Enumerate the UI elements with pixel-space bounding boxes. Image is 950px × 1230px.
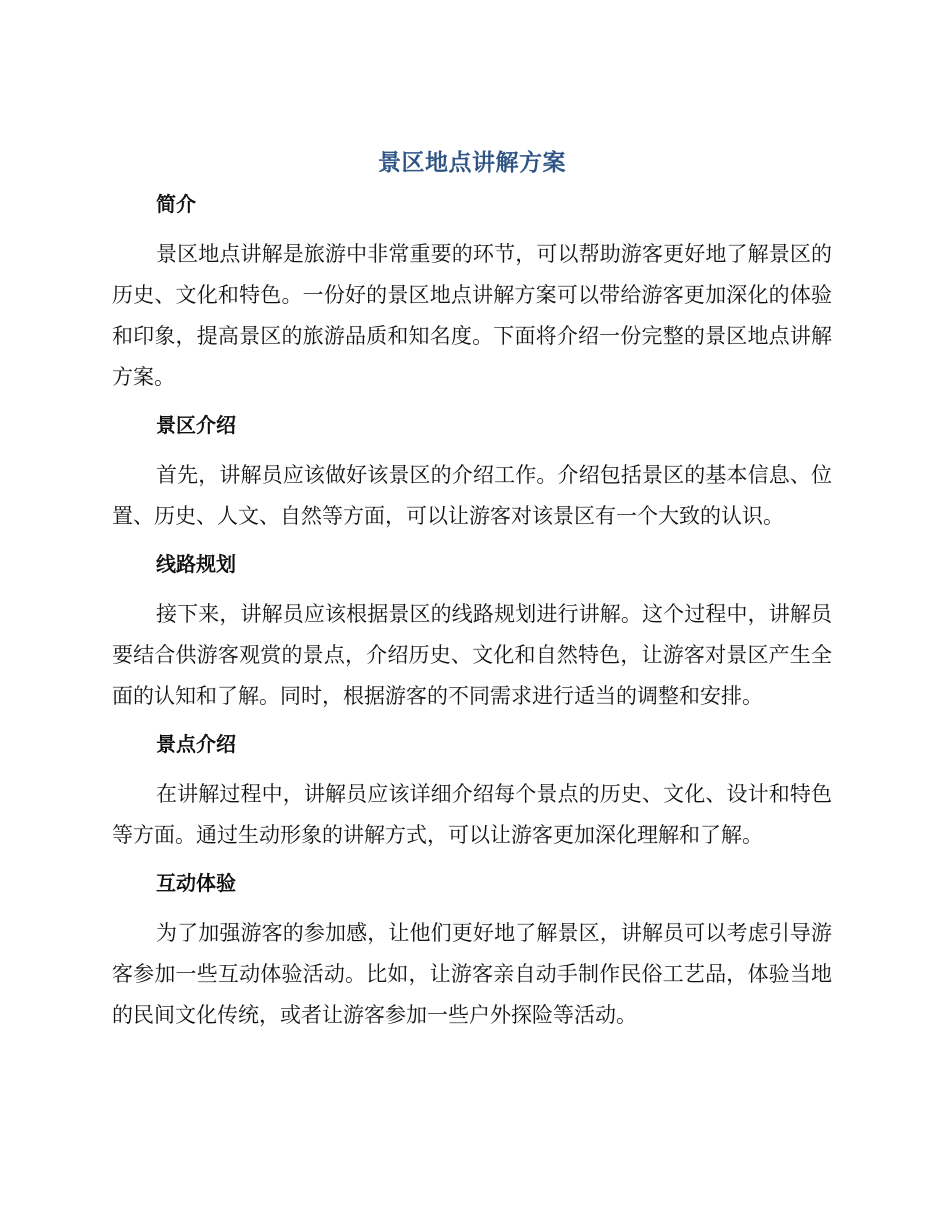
section-heading: 线路规划 bbox=[156, 552, 236, 576]
section-body: 在讲解过程中，讲解员应该详细介绍每个景点的历史、文化、设计和特色等方面。通过生动形象的讲解方式，可以让游客更加深化理解和了解。 bbox=[112, 782, 832, 847]
section-body: 为了加强游客的参加感，让他们更好地了解景区，讲解员可以考虑引导游客参加一些互动体验活动。比如，让游客亲自动手制作民俗工艺品，体验当地的民间文化传统，或者让游客参加一些户外探险等活动。 bbox=[112, 921, 832, 1027]
section-heading: 景区介绍 bbox=[156, 413, 236, 437]
section-heading: 景点介绍 bbox=[156, 732, 236, 756]
section-intro bbox=[112, 187, 832, 398]
section-attraction-intro bbox=[112, 727, 832, 856]
section-heading: 简介 bbox=[156, 192, 196, 216]
section-interactive-experience bbox=[112, 866, 832, 1036]
section-scenic-area-intro bbox=[112, 408, 832, 537]
document-content bbox=[112, 145, 832, 1046]
section-body: 首先，讲解员应该做好该景区的介绍工作。介绍包括景区的基本信息、位置、历史、人文、自然等方面，可以让游客对该景区有一个大致的认识。 bbox=[112, 463, 832, 528]
document-title: 景区地点讲解方案 bbox=[378, 150, 566, 176]
section-heading: 互动体验 bbox=[156, 871, 236, 895]
section-body: 接下来，讲解员应该根据景区的线路规划进行讲解。这个过程中，讲解员要结合供游客观赏的景点，介绍历史、文化和自然特色，让游客对景区产生全面的认知和了解。同时，根据游客的不同需求进行适当的调整和安排。 bbox=[112, 602, 832, 708]
section-body: 景区地点讲解是旅游中非常重要的环节，可以帮助游客更好地了解景区的历史、文化和特色。一份好的景区地点讲解方案可以带给游客更加深化的体验和印象，提高景区的旅游品质和知名度。下面将介绍一份完整的景区地点讲解方案。 bbox=[112, 242, 832, 389]
section-route-planning bbox=[112, 547, 832, 717]
